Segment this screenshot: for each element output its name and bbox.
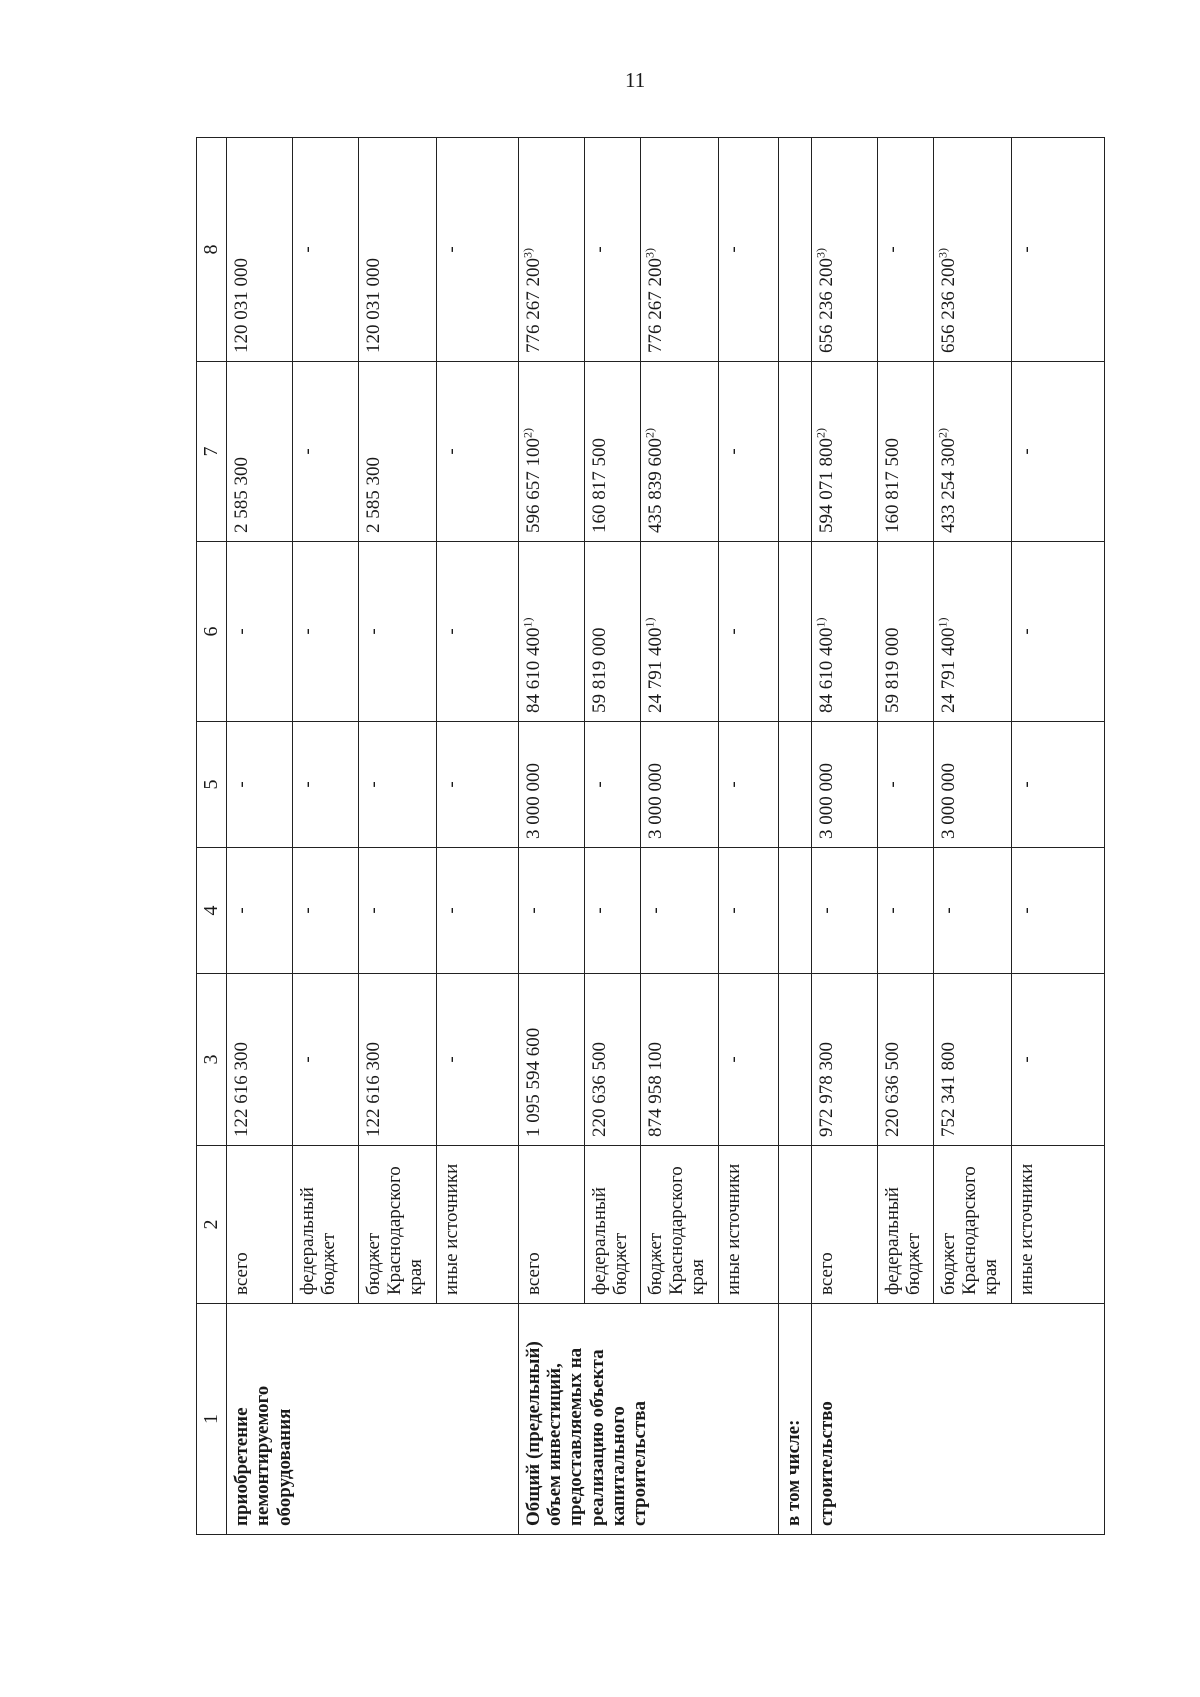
- amount-cell: [812, 722, 878, 848]
- amount-cell: [292, 848, 358, 974]
- amount-value: 594 071 800: [816, 438, 838, 533]
- amount-cell: [358, 138, 436, 362]
- column-number-3: 3: [197, 974, 227, 1146]
- amount-cell: [1012, 974, 1105, 1146]
- amount-cell: [1012, 848, 1105, 974]
- amount-cell: [584, 974, 640, 1146]
- funding-source: всего: [812, 1146, 878, 1304]
- amount-cell: [358, 722, 436, 848]
- amount-cell: [640, 138, 718, 362]
- amount-cell: [877, 542, 933, 722]
- amount-cell: [877, 974, 933, 1146]
- funding-source: бюджет Краснодарского края: [358, 1146, 436, 1304]
- footnote-marker: 2): [642, 428, 657, 438]
- amount-value: 24 791 400: [937, 627, 959, 713]
- amount-value: 59 819 000: [881, 627, 903, 713]
- amount-cell: [1012, 138, 1105, 362]
- table-body: [197, 138, 1105, 1535]
- amount-cell: [358, 848, 436, 974]
- amount-value: -: [441, 448, 463, 455]
- empty-cell: [779, 974, 812, 1146]
- amount-value: -: [441, 907, 463, 914]
- amount-cell: [518, 542, 584, 722]
- amount-cell: [518, 362, 584, 542]
- funding-source: бюджет Краснодарского края: [640, 1146, 718, 1304]
- amount-cell: [437, 722, 519, 848]
- amount-cell: [584, 362, 640, 542]
- amount-value: -: [881, 907, 903, 914]
- column-number-1: 1: [197, 1304, 227, 1535]
- amount-cell: [719, 722, 779, 848]
- empty-cell: [779, 138, 812, 362]
- amount-cell: [719, 138, 779, 362]
- amount-value: 3 000 000: [522, 763, 544, 839]
- amount-cell: [877, 848, 933, 974]
- amount-cell: [933, 722, 1011, 848]
- amount-value: 3 000 000: [937, 763, 959, 839]
- amount-value: 122 616 300: [362, 1042, 384, 1137]
- amount-cell: [437, 138, 519, 362]
- amount-value: -: [231, 781, 253, 788]
- amount-value: 160 817 500: [881, 438, 903, 533]
- column-number-8: 8: [197, 138, 227, 362]
- footnote-marker: 1): [642, 617, 657, 628]
- amount-value: -: [937, 907, 959, 914]
- amount-value: -: [881, 246, 903, 253]
- amount-value: -: [588, 781, 610, 788]
- amount-value: 874 958 100: [644, 1042, 666, 1137]
- amount-cell: [292, 138, 358, 362]
- footnote-marker: 3): [642, 248, 657, 258]
- amount-cell: [933, 542, 1011, 722]
- amount-value: 3 000 000: [816, 763, 838, 839]
- amount-value: -: [723, 907, 745, 914]
- amount-value: 160 817 500: [588, 438, 610, 533]
- amount-value: 752 341 800: [937, 1042, 959, 1137]
- amount-value: -: [881, 781, 903, 788]
- amount-cell: [292, 362, 358, 542]
- amount-cell: [358, 362, 436, 542]
- amount-value: -: [588, 907, 610, 914]
- footnote-marker: 2): [813, 428, 828, 438]
- column-number-7: 7: [197, 362, 227, 542]
- amount-cell: [227, 974, 293, 1146]
- page-number: 11: [625, 68, 646, 92]
- amount-cell: [227, 138, 293, 362]
- amount-cell: [437, 542, 519, 722]
- amount-cell: [437, 974, 519, 1146]
- amount-cell: [1012, 362, 1105, 542]
- amount-cell: [292, 974, 358, 1146]
- amount-cell: [1012, 722, 1105, 848]
- amount-value: 972 978 300: [816, 1042, 838, 1137]
- funding-source: иные источники: [719, 1146, 779, 1304]
- funding-source: бюджет Краснодарского края: [933, 1146, 1011, 1304]
- amount-cell: [933, 138, 1011, 362]
- amount-value: -: [588, 246, 610, 253]
- amount-cell: [227, 848, 293, 974]
- amount-value: -: [441, 246, 463, 253]
- amount-cell: [812, 362, 878, 542]
- amount-cell: [640, 848, 718, 974]
- section-title: Общий (предельный) объем инвестиций, предоставляемых на реализацию объекта капитального строительства: [518, 1304, 779, 1535]
- amount-cell: [812, 848, 878, 974]
- amount-cell: [518, 848, 584, 974]
- amount-value: -: [723, 781, 745, 788]
- footnote-marker: 2): [935, 428, 950, 438]
- amount-cell: [812, 974, 878, 1146]
- amount-cell: [719, 974, 779, 1146]
- amount-value: 84 610 400: [816, 627, 838, 713]
- amount-value: 220 636 500: [881, 1042, 903, 1137]
- amount-value: -: [1016, 907, 1038, 914]
- footnote-marker: 3): [813, 248, 828, 258]
- section-heading-row: [779, 138, 812, 1535]
- amount-value: -: [522, 907, 544, 914]
- section-heading: в том числе:: [779, 1304, 812, 1535]
- amount-value: -: [1016, 1056, 1038, 1063]
- amount-cell: [584, 542, 640, 722]
- funding-source: федеральный бюджет: [877, 1146, 933, 1304]
- amount-value: 24 791 400: [644, 627, 666, 713]
- amount-value: -: [296, 781, 318, 788]
- amount-value: -: [1016, 781, 1038, 788]
- amount-cell: [358, 974, 436, 1146]
- amount-value: -: [231, 907, 253, 914]
- amount-value: -: [441, 628, 463, 635]
- amount-cell: [933, 362, 1011, 542]
- amount-value: -: [362, 628, 384, 635]
- amount-value: -: [1016, 628, 1038, 635]
- amount-cell: [1012, 542, 1105, 722]
- amount-value: -: [296, 246, 318, 253]
- amount-cell: [640, 722, 718, 848]
- table-row: [812, 138, 878, 1535]
- amount-value: -: [296, 907, 318, 914]
- amount-value: -: [296, 1056, 318, 1063]
- amount-cell: [812, 542, 878, 722]
- footnote-marker: 3): [935, 248, 950, 258]
- amount-cell: [584, 848, 640, 974]
- column-number-2: 2: [197, 1146, 227, 1304]
- amount-value: -: [231, 628, 253, 635]
- amount-cell: [518, 138, 584, 362]
- rotated-table-wrapper: [196, 138, 1105, 1535]
- footnote-marker: 1): [813, 617, 828, 628]
- amount-cell: [437, 848, 519, 974]
- column-number-4: 4: [197, 848, 227, 974]
- amount-cell: [719, 362, 779, 542]
- amount-cell: [877, 722, 933, 848]
- amount-value: -: [1016, 448, 1038, 455]
- section-title: приобретение немонтируемого оборудования: [227, 1304, 519, 1535]
- footnote-marker: 1): [520, 617, 535, 628]
- amount-value: 656 236 200: [816, 258, 838, 353]
- amount-value: 2 585 300: [231, 457, 253, 533]
- amount-cell: [227, 722, 293, 848]
- amount-cell: [933, 974, 1011, 1146]
- amount-cell: [812, 138, 878, 362]
- amount-value: 596 657 100: [522, 438, 544, 533]
- table-row: [227, 138, 293, 1535]
- table-row: [518, 138, 584, 1535]
- amount-cell: [358, 542, 436, 722]
- amount-value: -: [296, 628, 318, 635]
- footnote-marker: 1): [935, 617, 950, 628]
- header-row: [197, 138, 227, 1535]
- amount-value: 1 095 594 600: [522, 1027, 544, 1137]
- amount-cell: [640, 362, 718, 542]
- amount-cell: [227, 542, 293, 722]
- empty-cell: [779, 848, 812, 974]
- amount-value: -: [441, 781, 463, 788]
- amount-value: 3 000 000: [644, 763, 666, 839]
- amount-value: -: [723, 246, 745, 253]
- section-title: строительство: [812, 1304, 1105, 1535]
- amount-value: -: [723, 1056, 745, 1063]
- amount-cell: [518, 974, 584, 1146]
- amount-cell: [640, 542, 718, 722]
- amount-cell: [933, 848, 1011, 974]
- empty-cell: [779, 542, 812, 722]
- amount-cell: [437, 362, 519, 542]
- amount-cell: [877, 138, 933, 362]
- amount-cell: [584, 138, 640, 362]
- amount-value: -: [816, 907, 838, 914]
- amount-cell: [518, 722, 584, 848]
- amount-value: -: [723, 628, 745, 635]
- empty-cell: [779, 722, 812, 848]
- amount-value: 435 839 600: [644, 438, 666, 533]
- amount-value: -: [723, 448, 745, 455]
- column-number-5: 5: [197, 722, 227, 848]
- amount-value: -: [1016, 246, 1038, 253]
- amount-value: 220 636 500: [588, 1042, 610, 1137]
- footnote-marker: 2): [520, 428, 535, 438]
- amount-cell: [640, 974, 718, 1146]
- amount-cell: [292, 722, 358, 848]
- amount-cell: [719, 848, 779, 974]
- amount-value: 59 819 000: [588, 627, 610, 713]
- amount-cell: [584, 722, 640, 848]
- empty-cell: [779, 362, 812, 542]
- amount-value: 776 267 200: [522, 258, 544, 353]
- amount-cell: [719, 542, 779, 722]
- funding-source: всего: [227, 1146, 293, 1304]
- amount-value: 776 267 200: [644, 258, 666, 353]
- amount-value: -: [644, 907, 666, 914]
- funding-source: федеральный бюджет: [292, 1146, 358, 1304]
- footnote-marker: 3): [520, 248, 535, 258]
- amount-value: 433 254 300: [937, 438, 959, 533]
- funding-source: иные источники: [437, 1146, 519, 1304]
- amount-value: -: [362, 781, 384, 788]
- investment-table: [196, 137, 1105, 1535]
- amount-value: -: [362, 907, 384, 914]
- amount-value: 656 236 200: [937, 258, 959, 353]
- amount-value: 120 031 000: [362, 258, 384, 353]
- amount-value: -: [441, 1056, 463, 1063]
- amount-cell: [877, 362, 933, 542]
- amount-value: 122 616 300: [231, 1042, 253, 1137]
- amount-value: 2 585 300: [362, 457, 384, 533]
- amount-value: 84 610 400: [522, 627, 544, 713]
- funding-source: федеральный бюджет: [584, 1146, 640, 1304]
- amount-cell: [227, 362, 293, 542]
- amount-cell: [292, 542, 358, 722]
- funding-source: иные источники: [1012, 1146, 1105, 1304]
- column-number-6: 6: [197, 542, 227, 722]
- amount-value: -: [296, 448, 318, 455]
- amount-value: 120 031 000: [231, 258, 253, 353]
- empty-cell: [779, 1146, 812, 1304]
- funding-source: всего: [518, 1146, 584, 1304]
